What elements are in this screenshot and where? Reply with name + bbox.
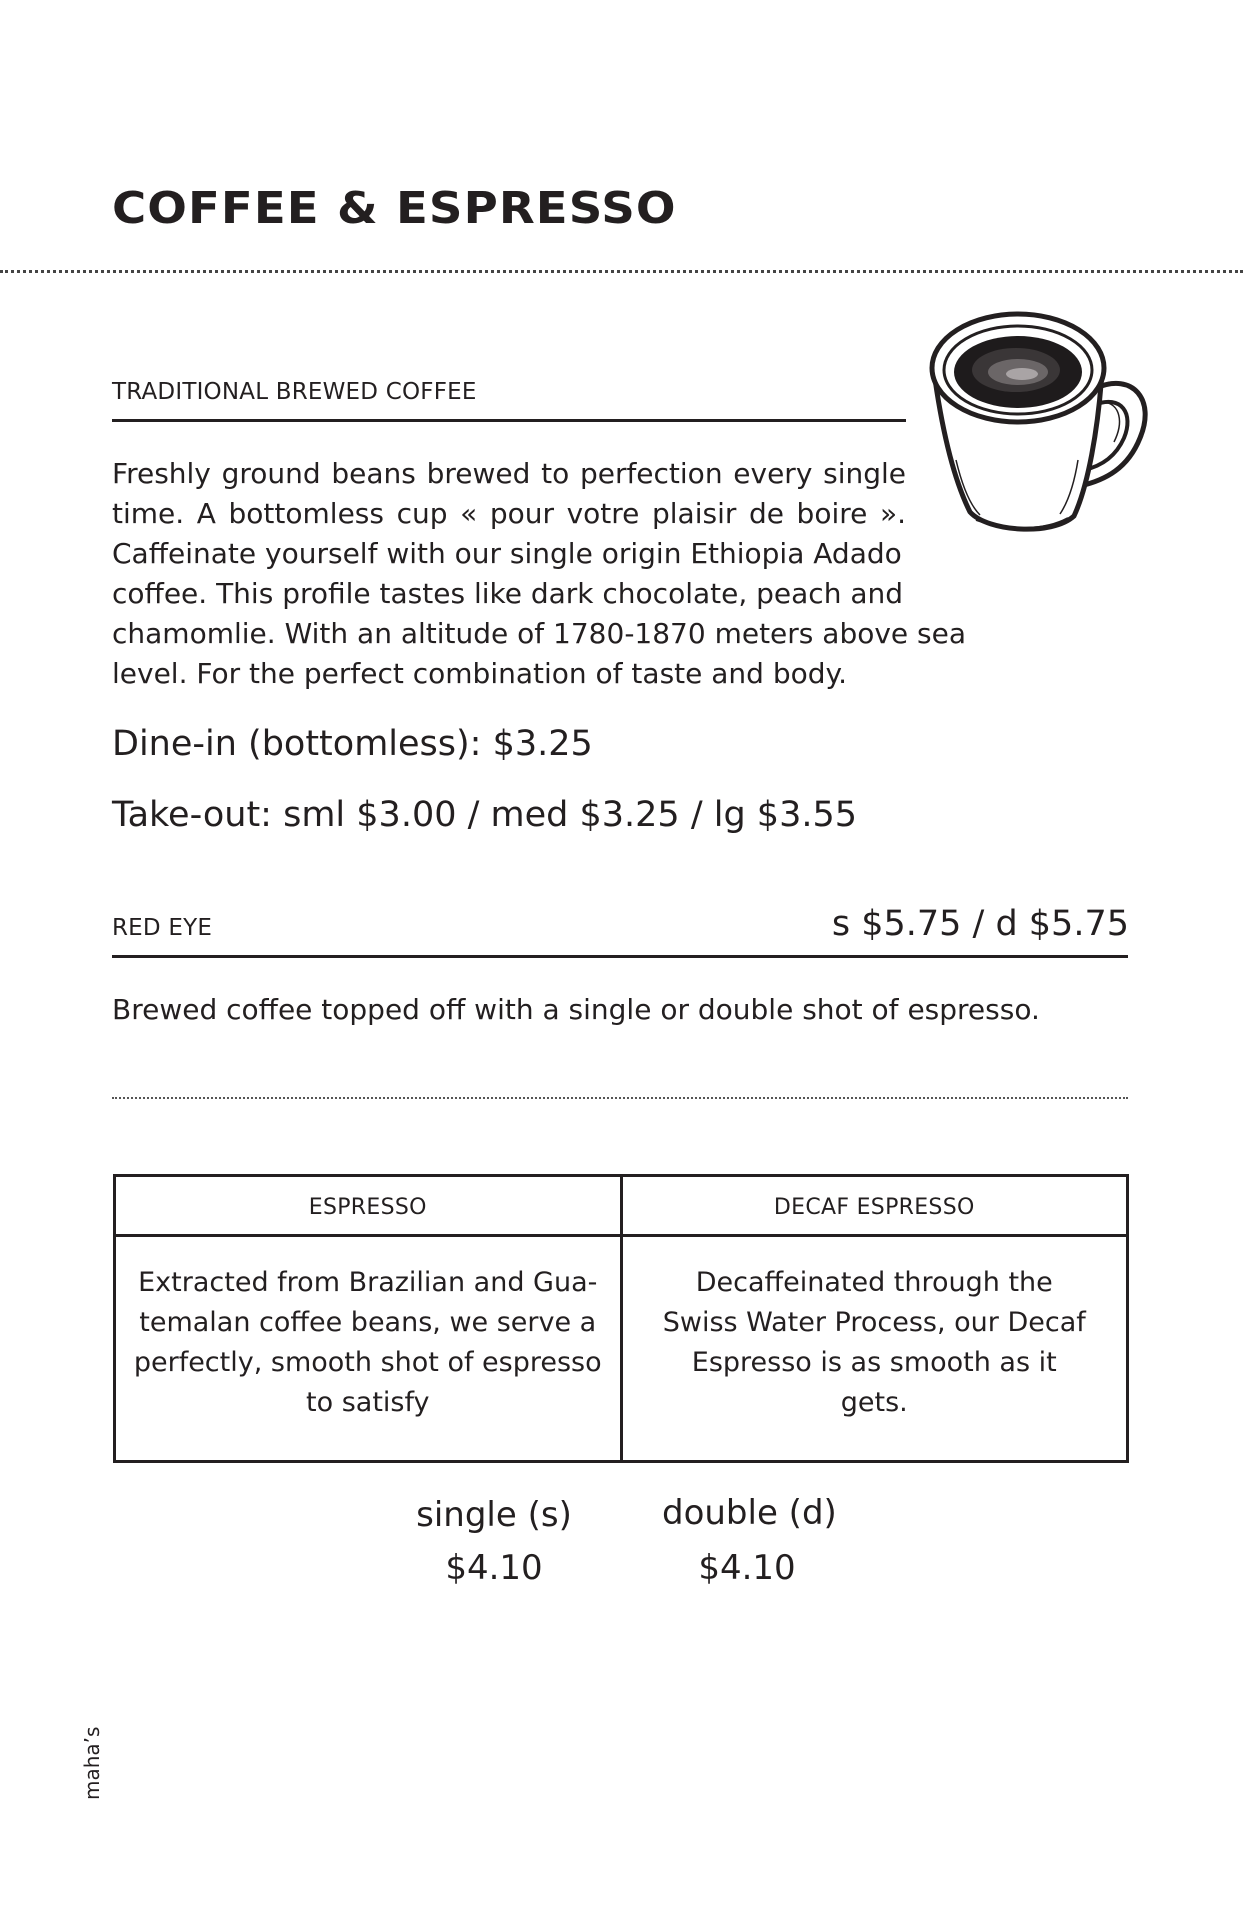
- decaf-espresso-column: [620, 1177, 1127, 1460]
- red-eye-description: Brewed coffee topped off with a single or double shot of espresso.: [112, 993, 1040, 1026]
- espresso-column: [116, 1177, 620, 1460]
- double-size-price: $4.10: [698, 1548, 796, 1588]
- espresso-description: Extracted from Brazilian and Gua-temalan coffee beans, we serve a perfectly, smooth shot of espresso to satisfy: [133, 1267, 602, 1418]
- description-line: Freshly ground beans brewed to perfection every single: [112, 457, 906, 490]
- espresso-table: [113, 1174, 1129, 1463]
- description-line: chamomlie. With an altitude of 1780-1870 meters above sea: [112, 617, 967, 650]
- dine-in-price: Dine-in (bottomless): $3.25: [112, 724, 593, 764]
- single-size-label: single (s): [416, 1495, 572, 1535]
- traditional-coffee-label: TRADITIONAL BREWED COFFEE: [112, 379, 477, 405]
- description-line: Caffeinate yourself with our single origin Ethiopia Adado: [112, 537, 902, 570]
- brand-name: maha’s: [80, 1726, 104, 1800]
- dotted-divider-top: [0, 270, 1243, 273]
- dotted-divider-middle: [112, 1097, 1128, 1099]
- double-size-label: double (d): [662, 1493, 837, 1533]
- take-out-price: Take-out: sml $3.00 / med $3.25 / lg $3.55: [112, 795, 857, 835]
- red-eye-price: s $5.75 / d $5.75: [831, 904, 1129, 944]
- description-line: time. A bottomless cup « pour votre plaisir de boire ».: [112, 497, 906, 530]
- red-eye-label: RED EYE: [112, 915, 213, 941]
- page-title: COFFEE & ESPRESSO: [112, 183, 677, 234]
- coffee-mug-icon: [928, 310, 1154, 538]
- decaf-espresso-label: DECAF ESPRESSO: [623, 1177, 1127, 1237]
- espresso-label: ESPRESSO: [116, 1177, 620, 1237]
- single-size-price: $4.10: [445, 1548, 543, 1588]
- description-line: coffee. This profile tastes like dark chocolate, peach and: [112, 577, 904, 610]
- decaf-espresso-description: Decaffeinated through the Swiss Water Process, our Decaf Espresso is as smooth as it gets.: [662, 1267, 1086, 1418]
- red-eye-rule: [112, 955, 1128, 958]
- description-line: level. For the perfect combination of taste and body.: [112, 657, 847, 690]
- traditional-coffee-rule: [112, 419, 906, 422]
